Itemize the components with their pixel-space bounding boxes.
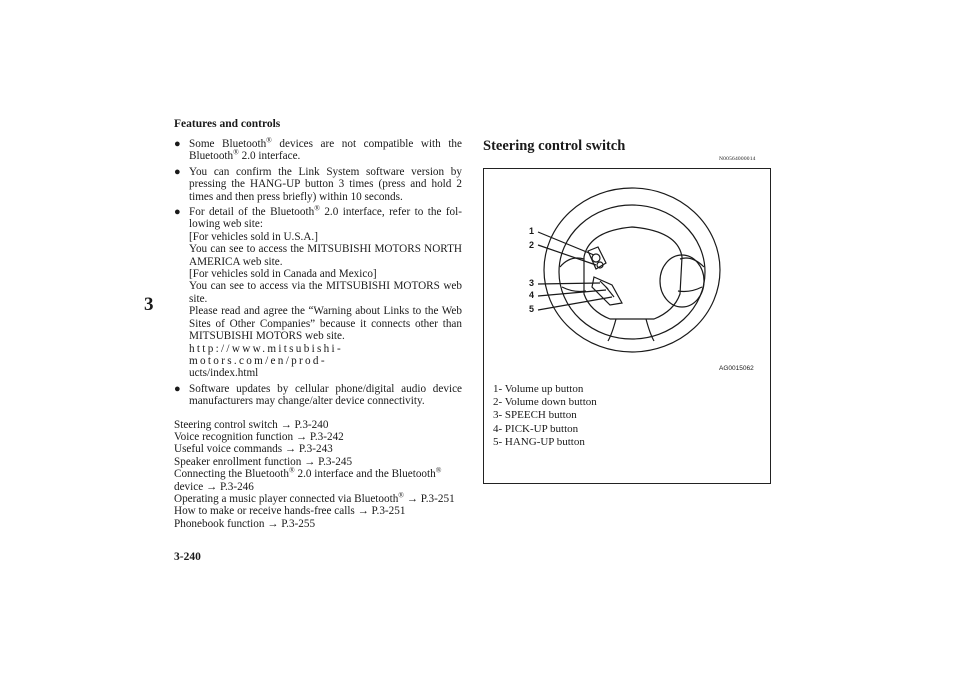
- reference-link[interactable]: Voice recognition function → P.3-242: [174, 430, 344, 443]
- callout-1: 1: [529, 226, 535, 236]
- chapter-tab: 3: [144, 294, 154, 315]
- bullet-dot-icon: ●: [174, 138, 181, 150]
- bullet-text: You can confirm the Link System software version by pressing the HANG-UP button 3 times (press and hold 2 times and then press briefly) within 10 seconds.: [189, 165, 462, 203]
- bullet-text: [For vehicles sold in U.S.A.]: [189, 230, 318, 243]
- page-number: 3-240: [174, 551, 201, 563]
- callout-4: 4: [529, 290, 535, 300]
- legend-item: 3- SPEECH button: [493, 409, 577, 422]
- reference-link[interactable]: Speaker enrollment function → P.3-245: [174, 455, 353, 468]
- bullet-item: [174, 135, 462, 163]
- bullet-text: You can see to access via the MITSUBISHI MOTORS web site.: [189, 280, 462, 305]
- callout-3: 3: [529, 278, 535, 288]
- bullet-text: Some Bluetooth® devices are not compatible with the Bluetooth® 2.0 interface.: [189, 135, 462, 163]
- web-link-tail[interactable]: ucts/index.html: [189, 367, 259, 380]
- figure-code: AG0015062: [719, 365, 754, 372]
- reference-link[interactable]: Connecting the Bluetooth® 2.0 interface and the Bluetooth® device → P.3-246: [174, 465, 442, 493]
- callout-2: 2: [529, 240, 535, 250]
- bullet-dot-icon: ●: [174, 165, 181, 178]
- legend-item: 1- Volume up button: [493, 383, 584, 395]
- figure-legend: [493, 383, 597, 449]
- bullet-text: [For vehicles sold in Canada and Mexico]: [189, 268, 377, 281]
- legend-item: 2- Volume down button: [493, 396, 597, 409]
- bullet-text: Please read and agree the “Warning about Links to the Web Sites of Other Companies” because it connects other than MITSUBISHI MOTORS web site.: [189, 305, 462, 343]
- callout-5: 5: [529, 304, 535, 314]
- left-column: [174, 135, 462, 530]
- reference-link[interactable]: Steering control switch → P.3-240: [174, 418, 329, 431]
- reference-link[interactable]: Useful voice commands → P.3-243: [174, 443, 333, 456]
- reference-list: [174, 419, 462, 531]
- bullet-item: [174, 166, 462, 203]
- bullet-dot-icon: ●: [174, 382, 181, 395]
- bullet-dot-icon: ●: [174, 206, 181, 219]
- reference-link[interactable]: Operating a music player connected via Bluetooth® → P.3-251: [174, 490, 455, 505]
- steering-wheel-figure: [483, 168, 771, 484]
- legend-item: 5- HANG-UP button: [493, 435, 585, 448]
- page-header: Features and controls: [174, 118, 281, 130]
- bullet-text: Software updates by cellular phone/digital audio device manufacturers may change/alter device connectivity.: [189, 382, 462, 408]
- reference-link[interactable]: Phonebook function → P.3-255: [174, 517, 316, 530]
- bullet-item: [174, 203, 462, 380]
- bullet-item: [174, 383, 462, 408]
- section-title: Steering control switch: [483, 138, 626, 154]
- bullet-text: For detail of the Bluetooth® 2.0 interface, refer to the fol-lowing web site:: [189, 203, 462, 231]
- bullet-text: You can see to access the MITSUBISHI MOTORS NORTH AMERICA web site.: [189, 243, 462, 268]
- reference-link[interactable]: How to make or receive hands-free calls → P.3-251: [174, 505, 406, 518]
- document-code: N00564000014: [719, 156, 756, 162]
- web-link[interactable]: http://www.mitsubishi-motors.com/en/prod-: [189, 342, 343, 367]
- legend-item: 4- PICK-UP button: [493, 422, 579, 435]
